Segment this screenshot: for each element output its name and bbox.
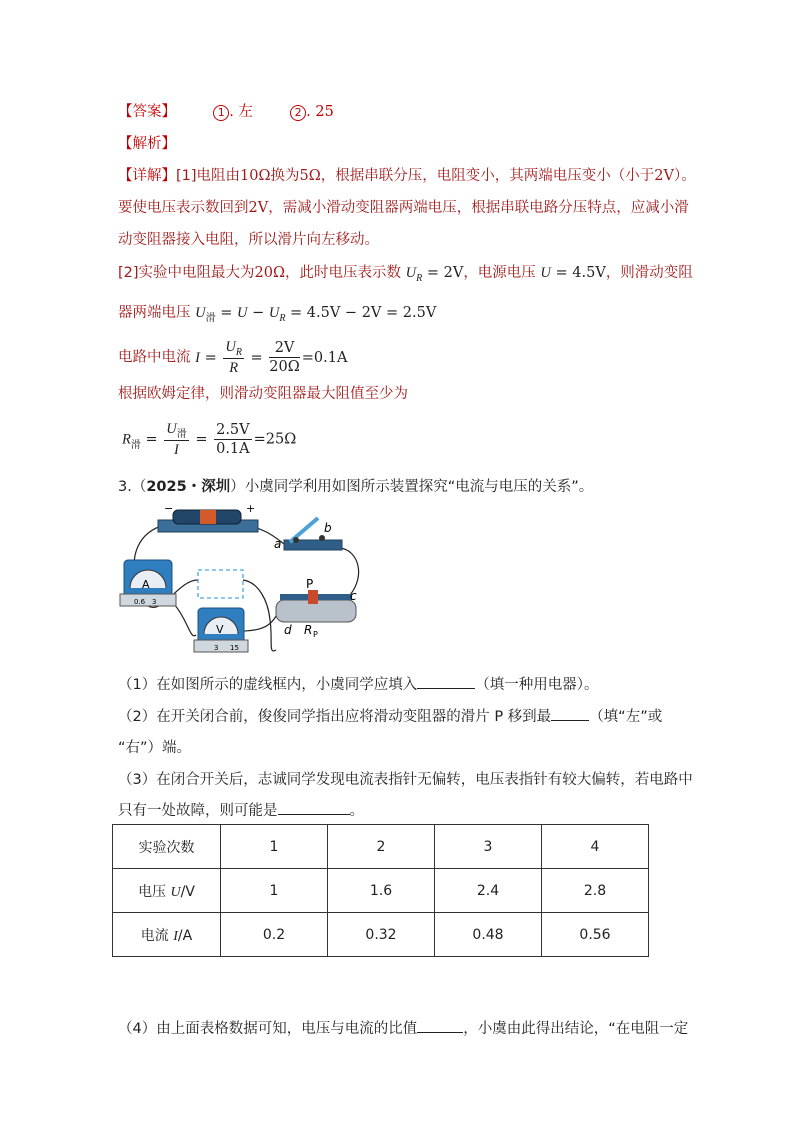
answer-label: 【答案】 [118, 104, 176, 120]
header-cell: 2 [328, 825, 435, 869]
equals: = [250, 349, 263, 366]
header-cell: 4 [542, 825, 649, 869]
subscript: 滑 [176, 429, 187, 440]
point-c: c [350, 589, 357, 603]
subscript: R [235, 347, 242, 358]
terminal [293, 537, 299, 543]
equation: = 2V [426, 265, 464, 281]
text: ）。 [673, 168, 696, 184]
symbol: U [268, 305, 280, 321]
row-label [113, 869, 221, 913]
answer-1-number: 1 [213, 105, 229, 121]
voltmeter-terminals [194, 640, 248, 652]
symbol: I [195, 349, 200, 366]
numerator: 2V [269, 339, 299, 358]
answer-blank[interactable] [417, 674, 475, 689]
text: ，小虞由此得出结论，“在电阻一定 [463, 1021, 689, 1037]
text: ，则滑动变阻 [605, 265, 693, 281]
text: [2]实验中电阻最大为 [118, 265, 255, 281]
text: ，电源电压 [463, 265, 536, 281]
formula-ur [405, 265, 464, 284]
analysis-line-7: 根据欧姆定律，则滑动变阻器最大阻值至少为 [118, 386, 408, 402]
table-cell: 0.32 [328, 913, 435, 957]
ammeter-terminal-label: 3 [152, 598, 157, 606]
text: （1）在如图所示的虚线框内，小虞同学应填入 [118, 677, 418, 693]
denominator: 0.1A [216, 441, 250, 457]
voltmeter-terminal-label: 3 [214, 644, 219, 652]
equation: = 4.5V − 2V = 2.5V [290, 305, 437, 321]
q4-line [118, 1018, 688, 1039]
table-cell: 0.48 [435, 913, 542, 957]
analysis-line-4 [118, 263, 693, 285]
text: 3.（ [118, 479, 147, 495]
answer-1-text: . 左 [229, 104, 253, 120]
analysis-line-2 [118, 198, 689, 218]
table-row [113, 869, 649, 913]
header-cell: 1 [221, 825, 328, 869]
symbol: U [405, 265, 417, 281]
data-table [112, 824, 649, 957]
unit: /A [177, 927, 193, 944]
dashed-box [198, 570, 243, 598]
ammeter-label: A [142, 578, 150, 591]
table-cell: 2.4 [435, 869, 542, 913]
ammeter-terminal-label: 0.6 [134, 598, 146, 606]
text: （4）由上面表格数据可知，电压与电流的比值 [118, 1021, 418, 1037]
symbol: U [166, 421, 177, 437]
equals: = [145, 431, 158, 448]
text: ，此时电压表示数 [285, 265, 402, 281]
analysis-line-8 [122, 420, 296, 460]
wire [340, 548, 359, 595]
header-cell: 3 [435, 825, 542, 869]
equation: = 4.5V [555, 265, 606, 281]
question-stem [118, 477, 593, 497]
answer-blank[interactable] [551, 706, 589, 721]
answer-2-number: 2 [290, 105, 306, 121]
circuit-diagram [118, 500, 368, 664]
analysis-line-1 [118, 166, 696, 186]
text: 。 [349, 803, 364, 819]
symbol: I [173, 928, 178, 944]
text: （填“左”或 [589, 709, 663, 725]
minus: − [252, 305, 265, 321]
analysis-line-3: 动变阻器接入电阻，所以滑片向左移动。 [118, 232, 379, 248]
analysis-line-6 [118, 338, 347, 377]
battery-band [200, 510, 216, 524]
minus-label: − [164, 502, 174, 515]
value: 20Ω [254, 265, 286, 281]
q2-line-cont: “右”）端。 [118, 740, 192, 756]
subscript: R [279, 313, 286, 324]
q3-line-cont [118, 800, 364, 821]
label: 电压 [138, 883, 171, 900]
table-cell: 0.56 [542, 913, 649, 957]
rheostat-slider [308, 590, 318, 604]
label: 电流 [140, 927, 174, 944]
source: 2025・深圳 [146, 479, 231, 495]
denominator: 20Ω [269, 359, 300, 375]
subscript: 滑 [205, 313, 216, 324]
q3-line: （3）在闭合开关后，志诚同学发现电流表指针无偏转，电压表指针有较大偏转，若电路中 [118, 772, 693, 788]
ammeter-terminals [120, 594, 176, 606]
fraction-u-i [164, 420, 188, 459]
rp-subscript: P [313, 630, 318, 639]
text: 换为 [270, 168, 300, 184]
fraction-values [269, 339, 299, 376]
plus-label: + [246, 502, 256, 515]
row-label [113, 913, 221, 957]
symbol: R [122, 431, 131, 448]
answer-blank[interactable] [278, 800, 350, 815]
table-cell: 0.2 [221, 913, 328, 957]
terminal [319, 535, 325, 541]
formula-u [540, 265, 605, 281]
fraction-ur-r [223, 338, 244, 377]
detail-label: 【详解】 [118, 168, 176, 184]
symbol: U [540, 265, 551, 281]
value: 5Ω [299, 168, 321, 184]
text: 电路中电流 [118, 349, 191, 366]
symbol: U [236, 305, 248, 321]
formula-u-hua [195, 305, 437, 324]
text: 只有一处故障，则可能是 [118, 803, 278, 819]
voltmeter-terminal-label: 15 [230, 644, 239, 652]
rp-label: R [304, 623, 313, 637]
table-cell: 1.6 [328, 869, 435, 913]
header-cell: 实验次数 [113, 825, 221, 869]
text: 器两端电压 [118, 305, 191, 321]
voltmeter-label: V [216, 623, 224, 636]
point-d: d [284, 623, 292, 637]
answer-2-text: . 25 [306, 104, 334, 120]
numerator: 2.5V [216, 422, 250, 438]
value: 2V [654, 168, 674, 184]
symbol: I [174, 442, 179, 458]
result: =0.1A [301, 349, 348, 366]
symbol: U [170, 884, 181, 900]
fraction-values [214, 421, 252, 458]
text: ）小虞同学利用如图所示装置探究“电流与电压的关系”。 [230, 479, 594, 495]
equals: = [204, 349, 217, 366]
slider-p-label: P [306, 577, 314, 591]
text: ，需减小滑动变阻器两端电压，根据串联电路分压特点，应减小滑 [268, 200, 689, 216]
equals: = [195, 431, 208, 448]
equals: = [220, 305, 233, 321]
subscript: 滑 [130, 439, 141, 451]
answer-blank[interactable] [417, 1018, 463, 1033]
table-cell: 2.8 [542, 869, 649, 913]
analysis-label: 【解析】 [118, 136, 176, 152]
point-a: a [274, 537, 282, 551]
subscript: R [416, 273, 423, 284]
point-b: b [324, 521, 332, 535]
text: [1]电阻由 [176, 168, 241, 184]
q2-line [118, 706, 662, 727]
symbol: U [225, 339, 236, 355]
unit: /V [180, 883, 195, 900]
wire [174, 604, 196, 636]
table-row [113, 913, 649, 957]
text: （填一种用电器）。 [475, 677, 599, 693]
table-cell: 1 [221, 869, 328, 913]
result: =25Ω [253, 431, 297, 448]
symbol: U [195, 305, 206, 321]
value: 2V [248, 200, 269, 216]
answer-line [118, 102, 334, 122]
text: 要使电压表示数回到 [118, 200, 249, 216]
q1-line [118, 674, 598, 695]
text: （2）在开关闭合前，俊俊同学指出应将滑动变阻器的滑片 P 移到最 [118, 709, 552, 725]
table-row [113, 825, 649, 869]
value: 10Ω [240, 168, 271, 184]
analysis-line-5 [118, 303, 436, 325]
text: ，根据串联分压，电阻变小，其两端电压变小（小于 [320, 168, 655, 184]
symbol: R [229, 360, 239, 376]
